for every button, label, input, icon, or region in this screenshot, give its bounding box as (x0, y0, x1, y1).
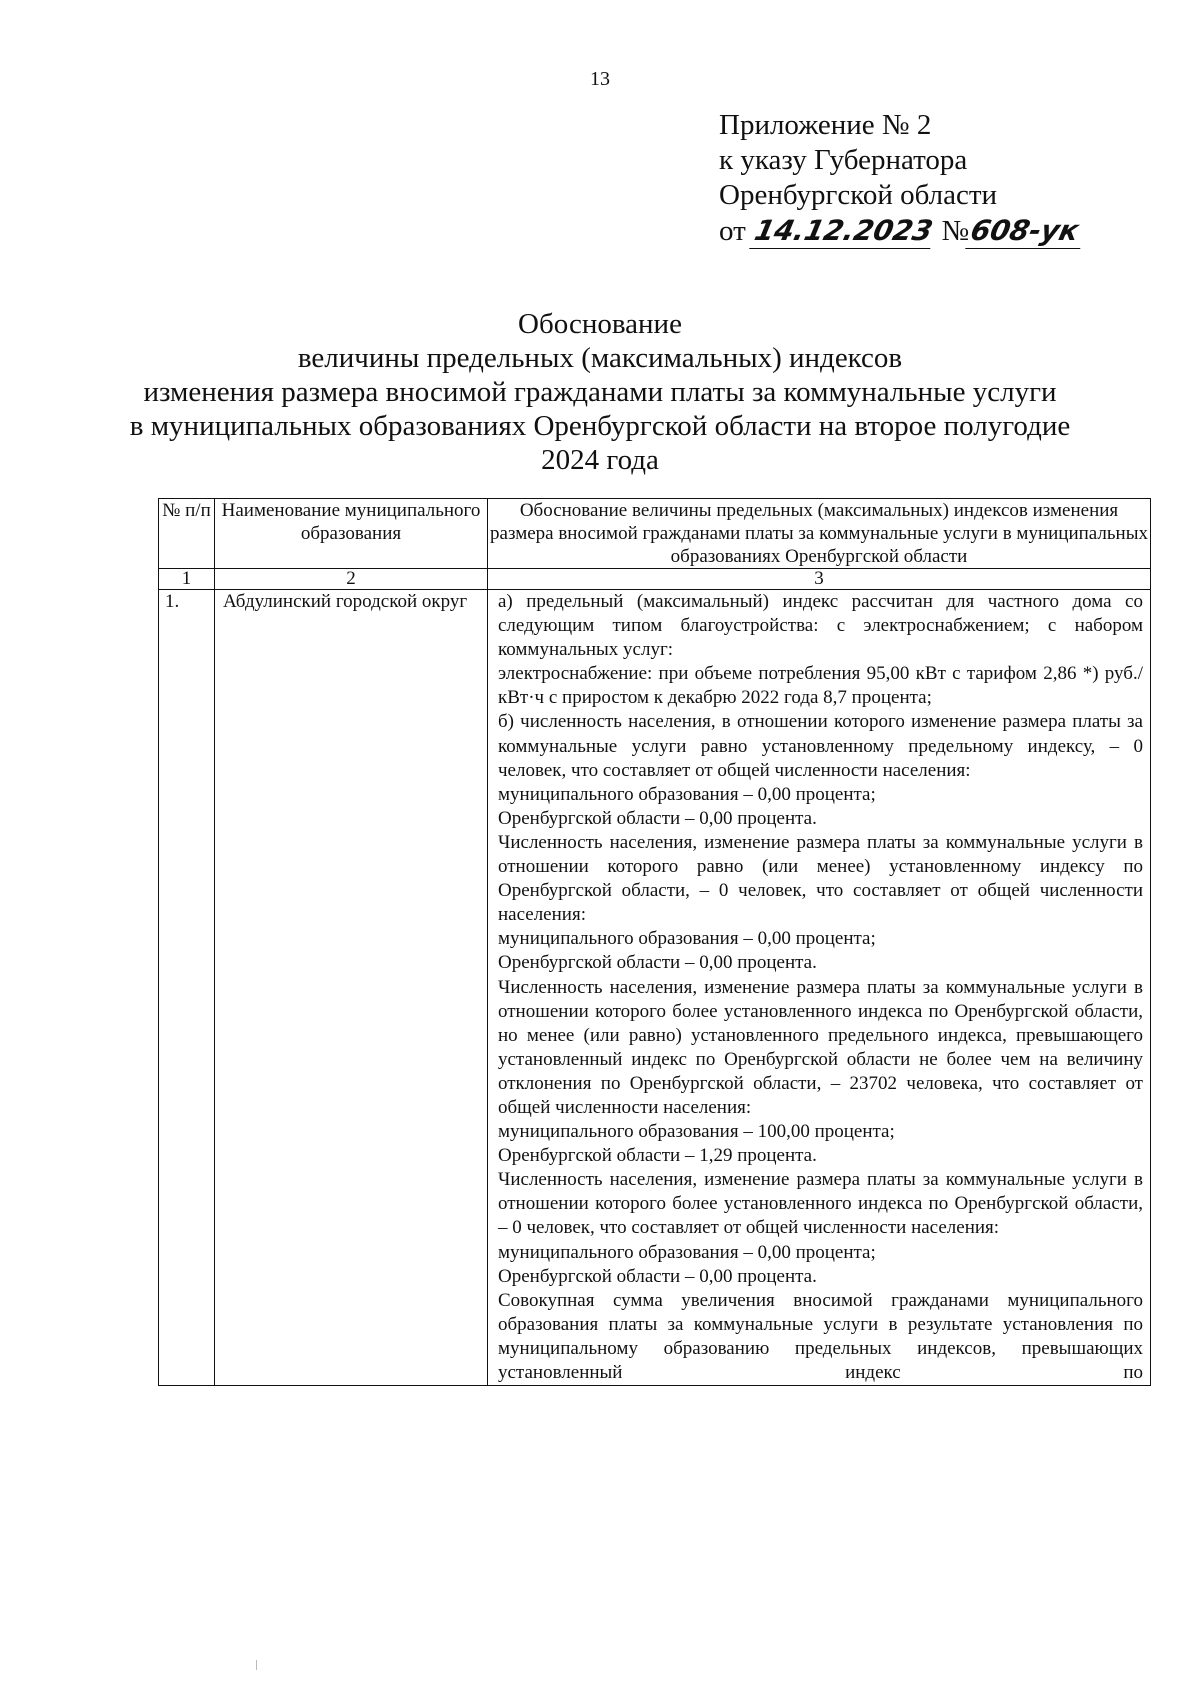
header-municipality: Наименование муниципального образования (215, 499, 488, 569)
scan-artifact (256, 1660, 257, 1670)
title-line-3: изменения размера вносимой гражданами платы за коммунальные услуги (143, 376, 1057, 408)
title-line-5: 2024 года (541, 444, 659, 476)
column-number-3: 3 (488, 569, 1151, 590)
appendix-line-1: Приложение № 2 (719, 109, 932, 141)
title-line-2: величины предельных (максимальных) индексов (297, 342, 903, 374)
column-number-row (159, 569, 1151, 590)
appendix-line-2: к указу Губернатора (719, 144, 968, 176)
municipality-name: Абдулинский городской округ (215, 590, 488, 1386)
title-line-4: в муниципальных образованиях Оренбургской области на второе полугодие (129, 410, 1071, 442)
text-line: Оренбургской области – 0,00 процента. (498, 952, 817, 974)
column-number-1: 1 (159, 569, 215, 590)
text-line: Численность населения, изменение размера платы за коммунальные услуги в отношении которого равно (или менее) установленному индексу по Оренбургской области, – 0 человек, что составляет от общей численности населения: (498, 831, 1143, 926)
row-number: 1. (159, 590, 215, 1386)
text-line: Численность населения, изменение размера платы за коммунальные услуги в отношении которого более установленного индекса по Оренбургской области, но менее (или равно) установленного предельного индекса, превышающего установленный индекс по Оренбургской области не более чем на величину отклонения по Оренбургской области, – 23702 человека, что составляет от общей численности населения: (498, 976, 1143, 1118)
text-line: электроснабжение: при объеме потребления 95,00 кВт с тарифом 2,86 *) руб./кВт·ч с приростом к декабрю 2022 года 8,7 процента; (498, 663, 1143, 709)
header-justification: Обоснование величины предельных (максимальных) индексов изменения размера вносимой гражданами платы за коммунальные услуги в муниципальных образованиях Оренбургской области (488, 499, 1151, 569)
text-line: муниципального образования – 100,00 процента; (498, 1121, 895, 1143)
text-line: Оренбургской области – 0,00 процента. (498, 807, 817, 829)
handwritten-date: 14.12.2023 (749, 213, 938, 249)
header-number: № п/п (159, 499, 215, 569)
text-line: муниципального образования – 0,00 процента; (498, 928, 876, 950)
text-line: Оренбургской области – 0,00 процента. (498, 1265, 817, 1287)
justification-text (488, 590, 1151, 1386)
text-line: Совокупная сумма увеличения вносимой гражданами муниципального образования платы за коммунальные услуги в результате установления по муниципальному образованию предельных индексов, превышающих установленный индекс по (498, 1289, 1143, 1383)
appendix-date-line (719, 213, 1084, 249)
text-line: Оренбургской области – 1,29 процента. (498, 1145, 817, 1167)
table-row (159, 590, 1151, 1386)
justification-table (158, 498, 1151, 1386)
column-number-2: 2 (215, 569, 488, 590)
number-prefix: № (941, 215, 970, 247)
text-line: б) численность населения, в отношении которого изменение размера платы за коммунальные услуги равно установленному предельному индексу, – 0 человек, что составляет от общей численности населения: (498, 711, 1143, 781)
table-header-row (159, 499, 1151, 569)
handwritten-number: 608-ук (965, 213, 1088, 249)
text-line: а) предельный (максимальный) индекс рассчитан для частного дома со следующим типом благоустройства: с электроснабжением; с набором коммунальных услуг: (498, 591, 1143, 661)
appendix-header (719, 108, 1084, 249)
document-title (0, 307, 1200, 477)
appendix-line-3: Оренбургской области (719, 179, 998, 211)
date-prefix: от (719, 215, 746, 247)
text-line: муниципального образования – 0,00 процента; (498, 783, 876, 805)
text-line: Численность населения, изменение размера платы за коммунальные услуги в отношении которого более установленного индекса по Оренбургской области, – 0 человек, что составляет от общей численности населения: (498, 1169, 1143, 1239)
title-line-1: Обоснование (518, 308, 682, 340)
text-line: муниципального образования – 0,00 процента; (498, 1241, 876, 1263)
page-number: 13 (590, 68, 610, 90)
